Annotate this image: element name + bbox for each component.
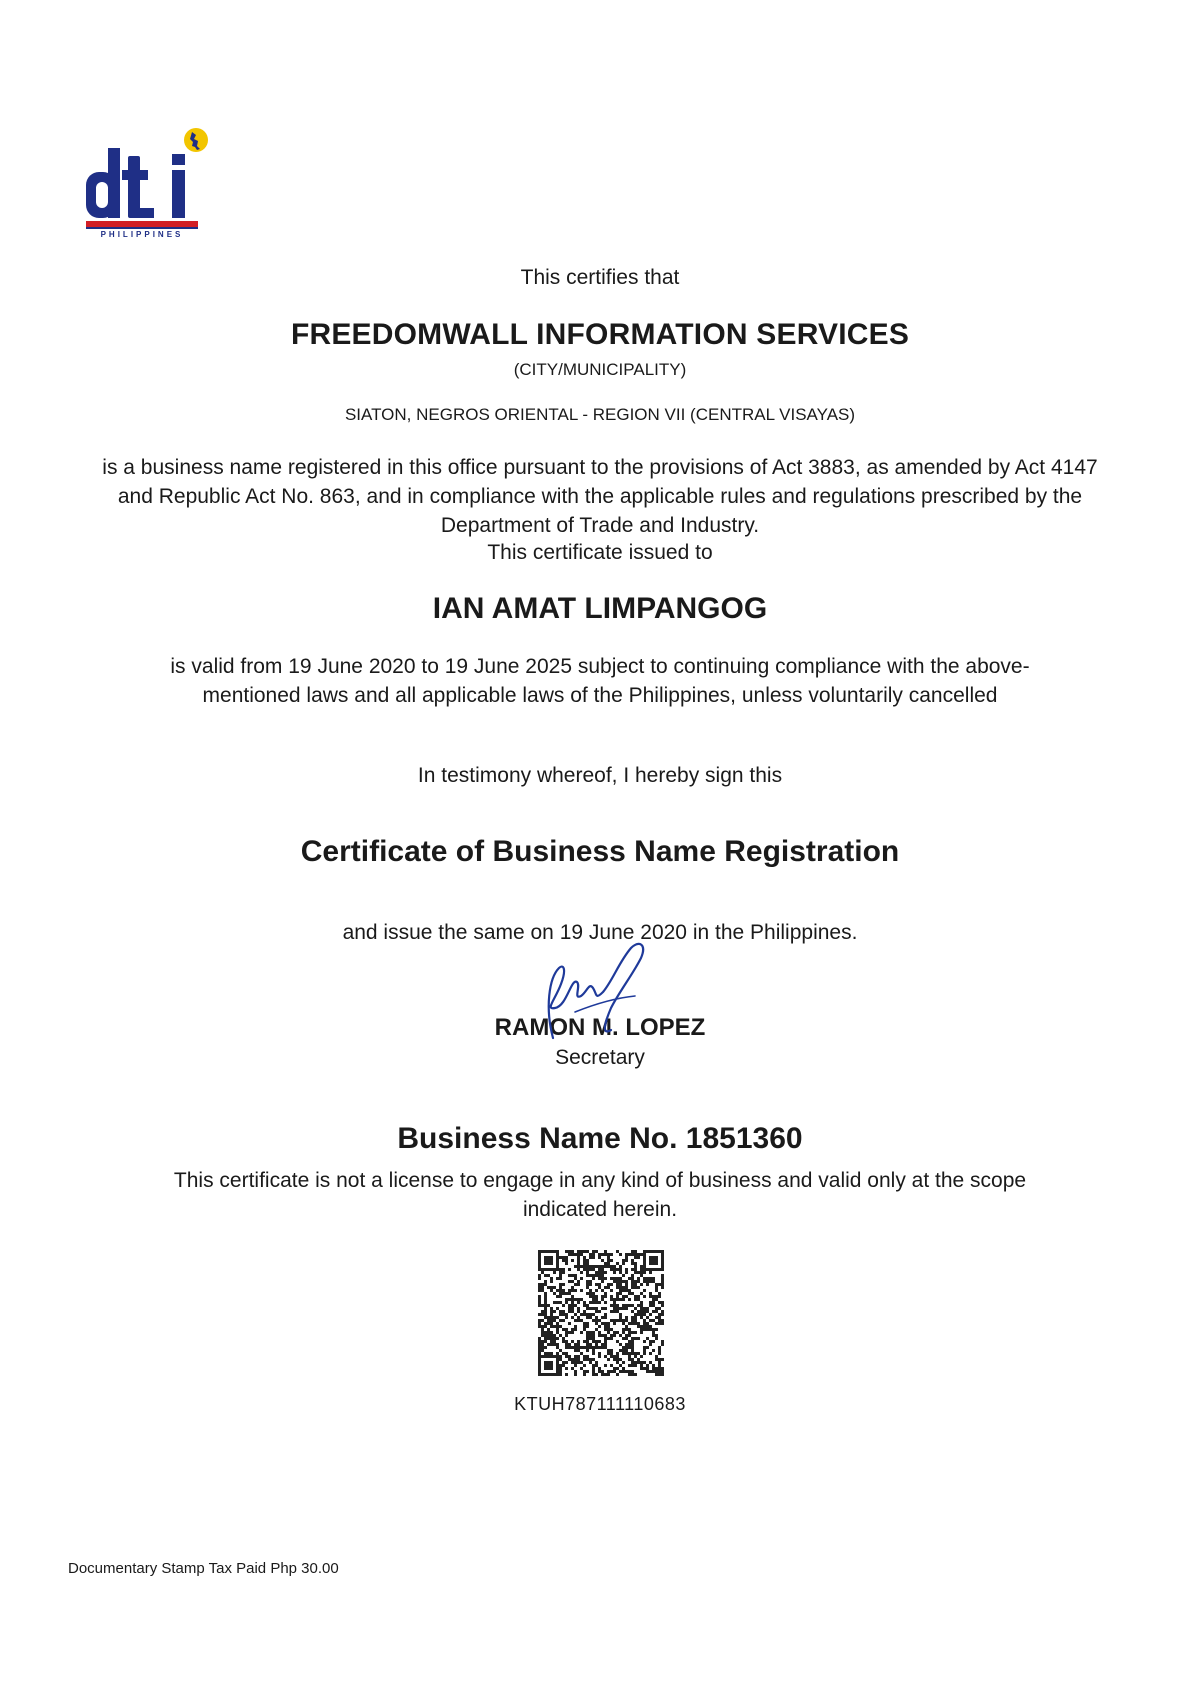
qr-code-icon: [538, 1250, 664, 1376]
validity-paragraph: is valid from 19 June 2020 to 19 June 2025 subject to continuing compliance with the above-mentioned laws and all applicable laws of the Philippines, unless voluntarily cancelled: [170, 655, 1030, 707]
legal-paragraph: is a business name registered in this office pursuant to the provisions of Act 3883, as amended by Act 4147 and Republic Act No. 863, and in compliance with the applicable rules and regulations prescribed by the Department of Trade and Industry.: [102, 456, 1098, 537]
certificate-title: Certificate of Business Name Registration: [300, 835, 900, 868]
location-text: SIATON, NEGROS ORIENTAL - REGION VII (CENTRAL VISAYAS): [344, 405, 856, 424]
dti-logo: [84, 126, 214, 246]
signatory-title: Secretary: [555, 1046, 645, 1069]
dti-logo-icon: [84, 126, 214, 246]
intro-text: This certifies that: [520, 266, 680, 289]
business-name: FREEDOMWALL INFORMATION SERVICES: [290, 318, 910, 351]
issued-to-label: This certificate issued to: [487, 541, 713, 564]
testimony-text: In testimony whereof, I hereby sign this: [417, 764, 783, 787]
signatory-name: RAMON M. LOPEZ: [494, 1014, 706, 1041]
business-name-number: Business Name No. 1851360: [397, 1122, 803, 1155]
reference-code: KTUH787111110683: [514, 1394, 686, 1414]
issue-text: and issue the same on 19 June 2020 in the Philippines.: [342, 921, 858, 944]
owner-name: IAN AMAT LIMPANGOG: [432, 592, 768, 625]
disclaimer-paragraph: This certificate is not a license to engage in any kind of business and valid only at the scope indicated herein.: [173, 1169, 1027, 1221]
signature-icon: [515, 938, 685, 1048]
logo-subtext: PHILIPPINES: [100, 230, 184, 239]
scope-label: (CITY/MUNICIPALITY): [513, 360, 687, 379]
stamp-tax-text: Documentary Stamp Tax Paid Php 30.00: [68, 1560, 339, 1577]
